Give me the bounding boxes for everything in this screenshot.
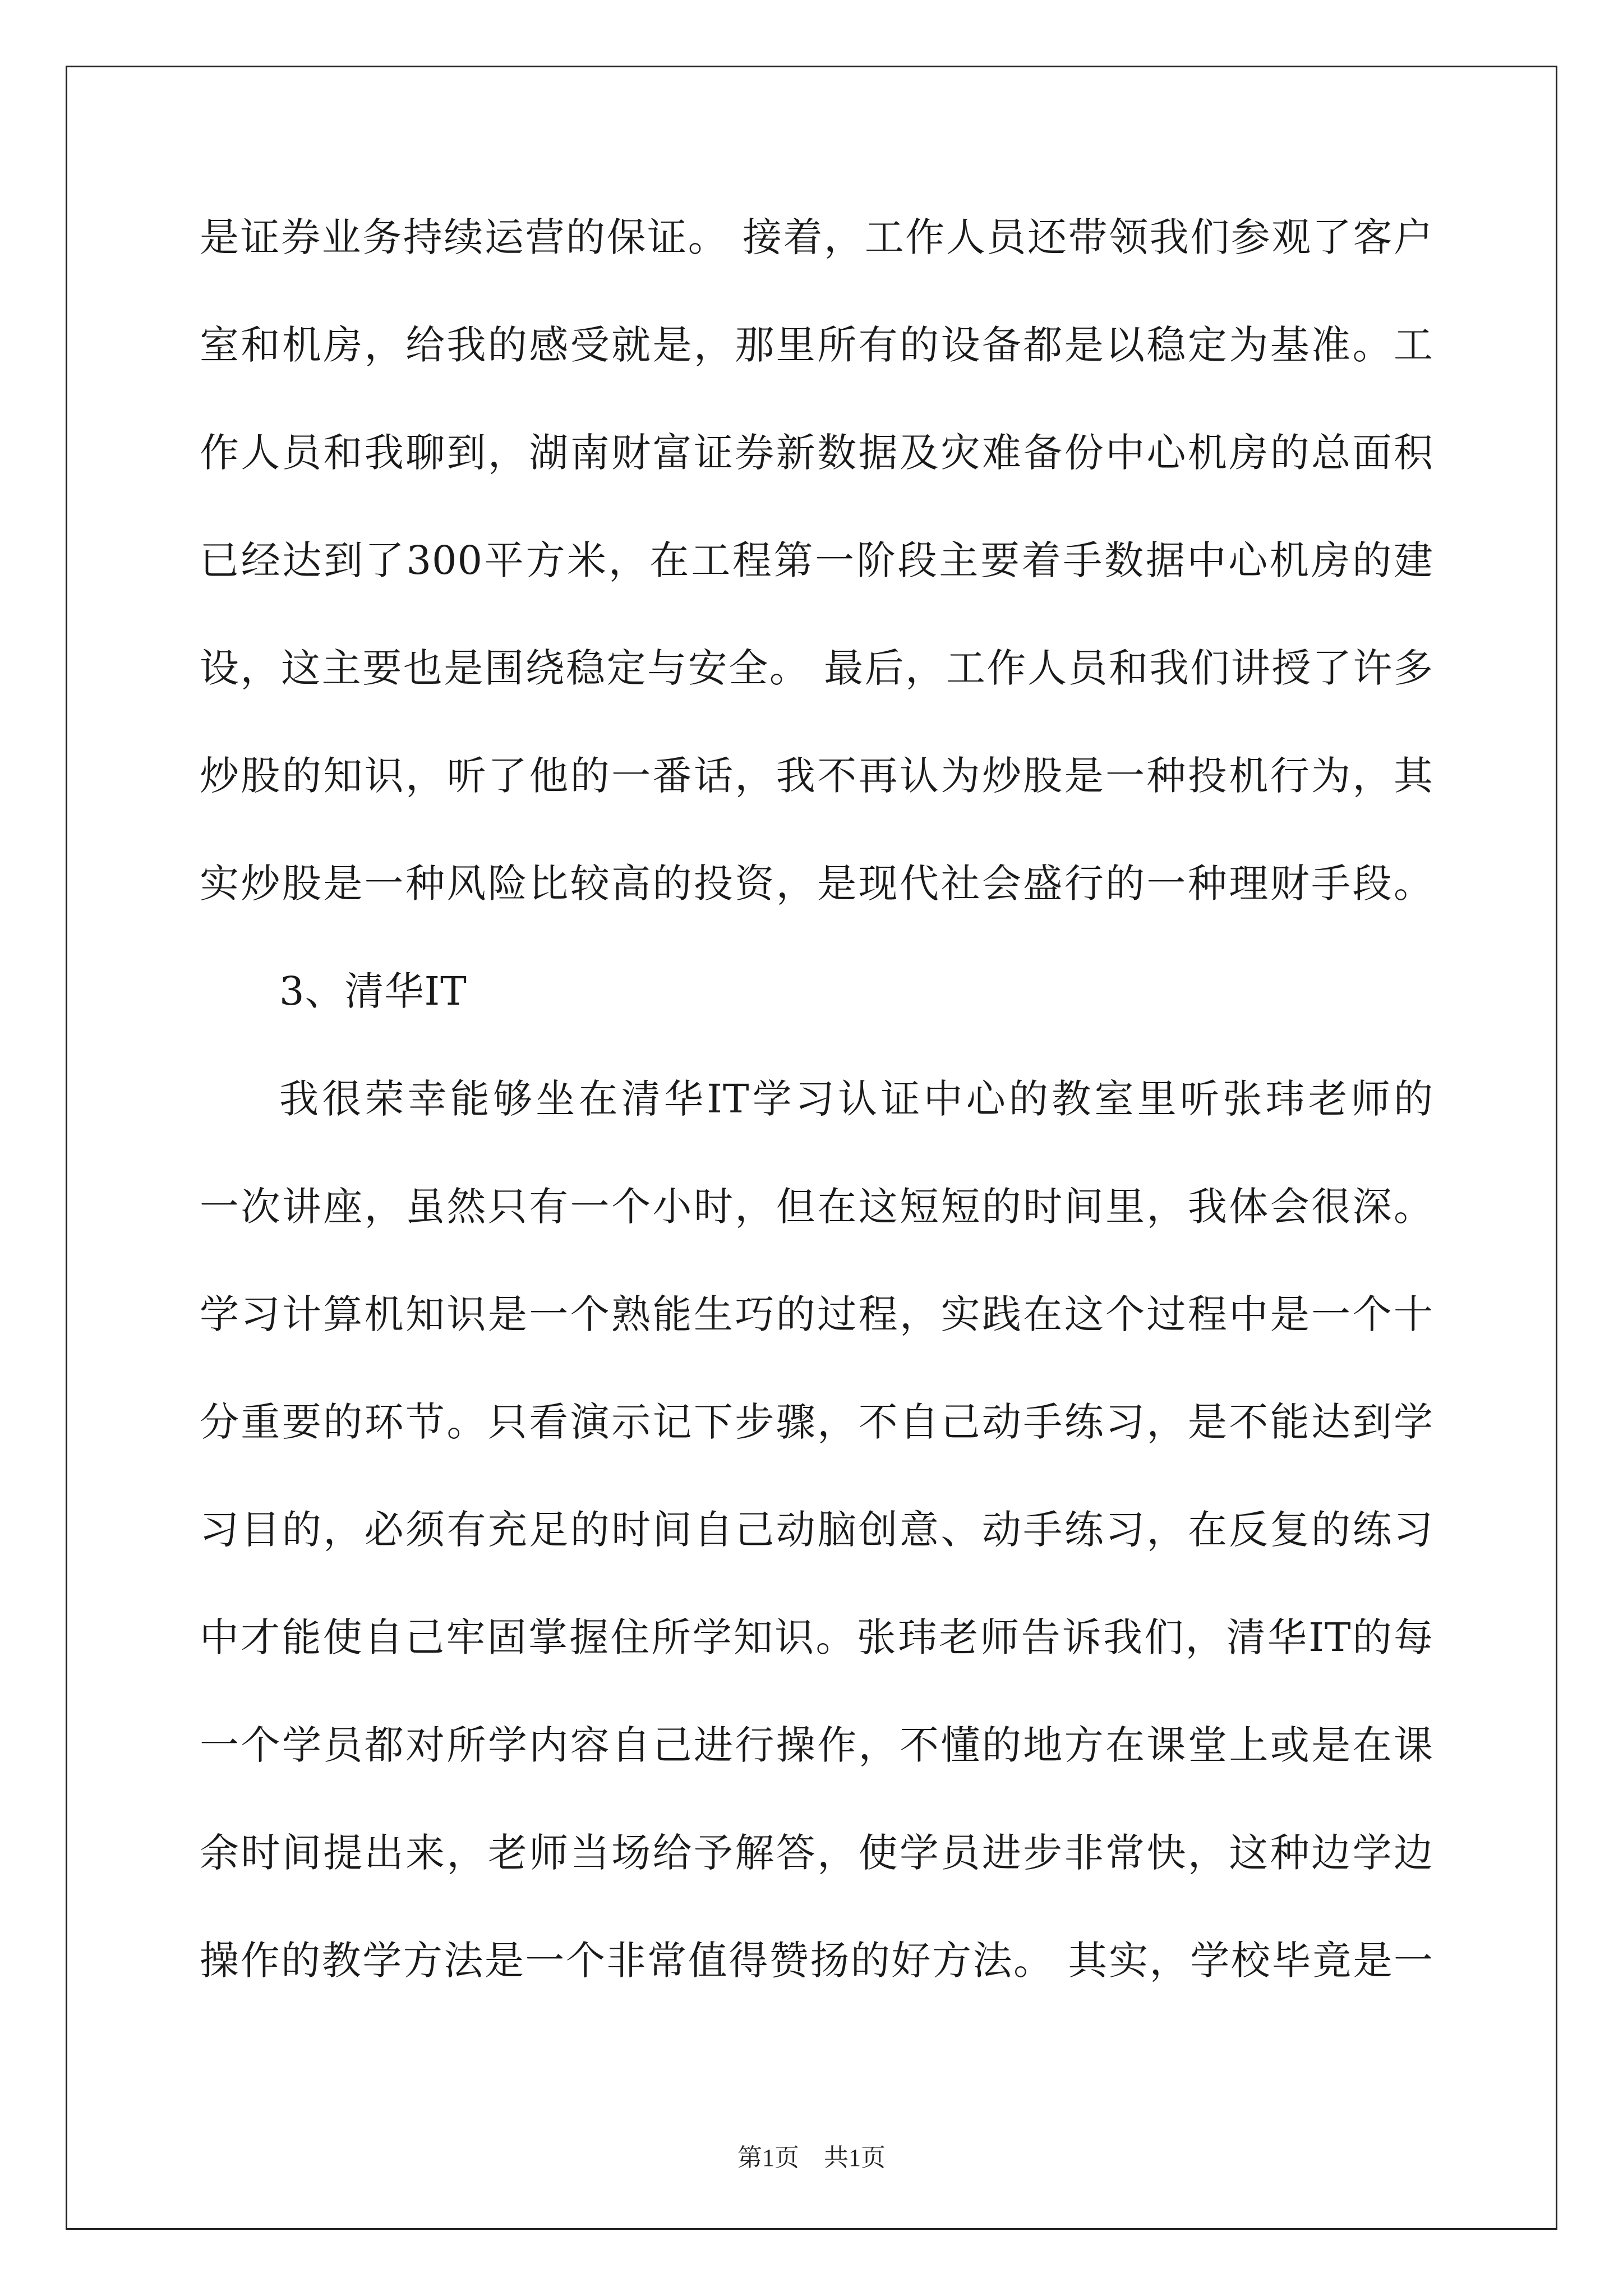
text-line: 是证券业务持续运营的保证。 接着，工作人员还带领我们参观了客户 [200, 214, 1433, 260]
text-line: 炒股的知识，听了他的一番话，我不再认为炒股是一种投机行为，其 [200, 753, 1433, 799]
text-line: 设，这主要也是围绕稳定与安全。 最后，工作人员和我们讲授了许多 [200, 645, 1433, 691]
page-total: 共1页 [824, 2144, 886, 2171]
text-line: 中才能使自己牢固掌握住所学知识。张玮老师告诉我们，清华IT的每 [200, 1614, 1433, 1660]
text-line: 余时间提出来，老师当场给予解答，使学员进步非常快，这种边学边 [200, 1830, 1433, 1876]
text-line: 一次讲座，虽然只有一个小时，但在这短短的时间里，我体会很深。 [200, 1184, 1433, 1230]
section-heading: 3、清华IT [279, 968, 467, 1014]
page-number: 第1页 [737, 2144, 799, 2171]
text-line: 操作的教学方法是一个非常值得赞扬的好方法。 其实，学校毕竟是一 [200, 1938, 1433, 1984]
document-body [200, 210, 1433, 2041]
text-line: 学习计算机知识是一个熟能生巧的过程，实践在这个过程中是一个十 [200, 1291, 1433, 1337]
text-line: 已经达到了300平方米，在工程第一阶段主要着手数据中心机房的建 [200, 537, 1433, 583]
page-footer [0, 2137, 1623, 2173]
text-line: 实炒股是一种风险比较高的投资，是现代社会盛行的一种理财手段。 [200, 861, 1433, 907]
text-line: 分重要的环节。只看演示记下步骤，不自己动手练习，是不能达到学 [200, 1399, 1433, 1445]
text-line: 习目的，必须有充足的时间自己动脑创意、动手练习，在反复的练习 [200, 1507, 1433, 1553]
text-line: 室和机房，给我的感受就是，那里所有的设备都是以稳定为基准。工 [200, 322, 1433, 368]
text-line: 作人员和我聊到，湖南财富证券新数据及灾难备份中心机房的总面积 [200, 430, 1433, 476]
text-line: 一个学员都对所学内容自己进行操作，不懂的地方在课堂上或是在课 [200, 1722, 1433, 1768]
text-line: 我很荣幸能够坐在清华IT学习认证中心的教室里听张玮老师的 [279, 1076, 1433, 1122]
